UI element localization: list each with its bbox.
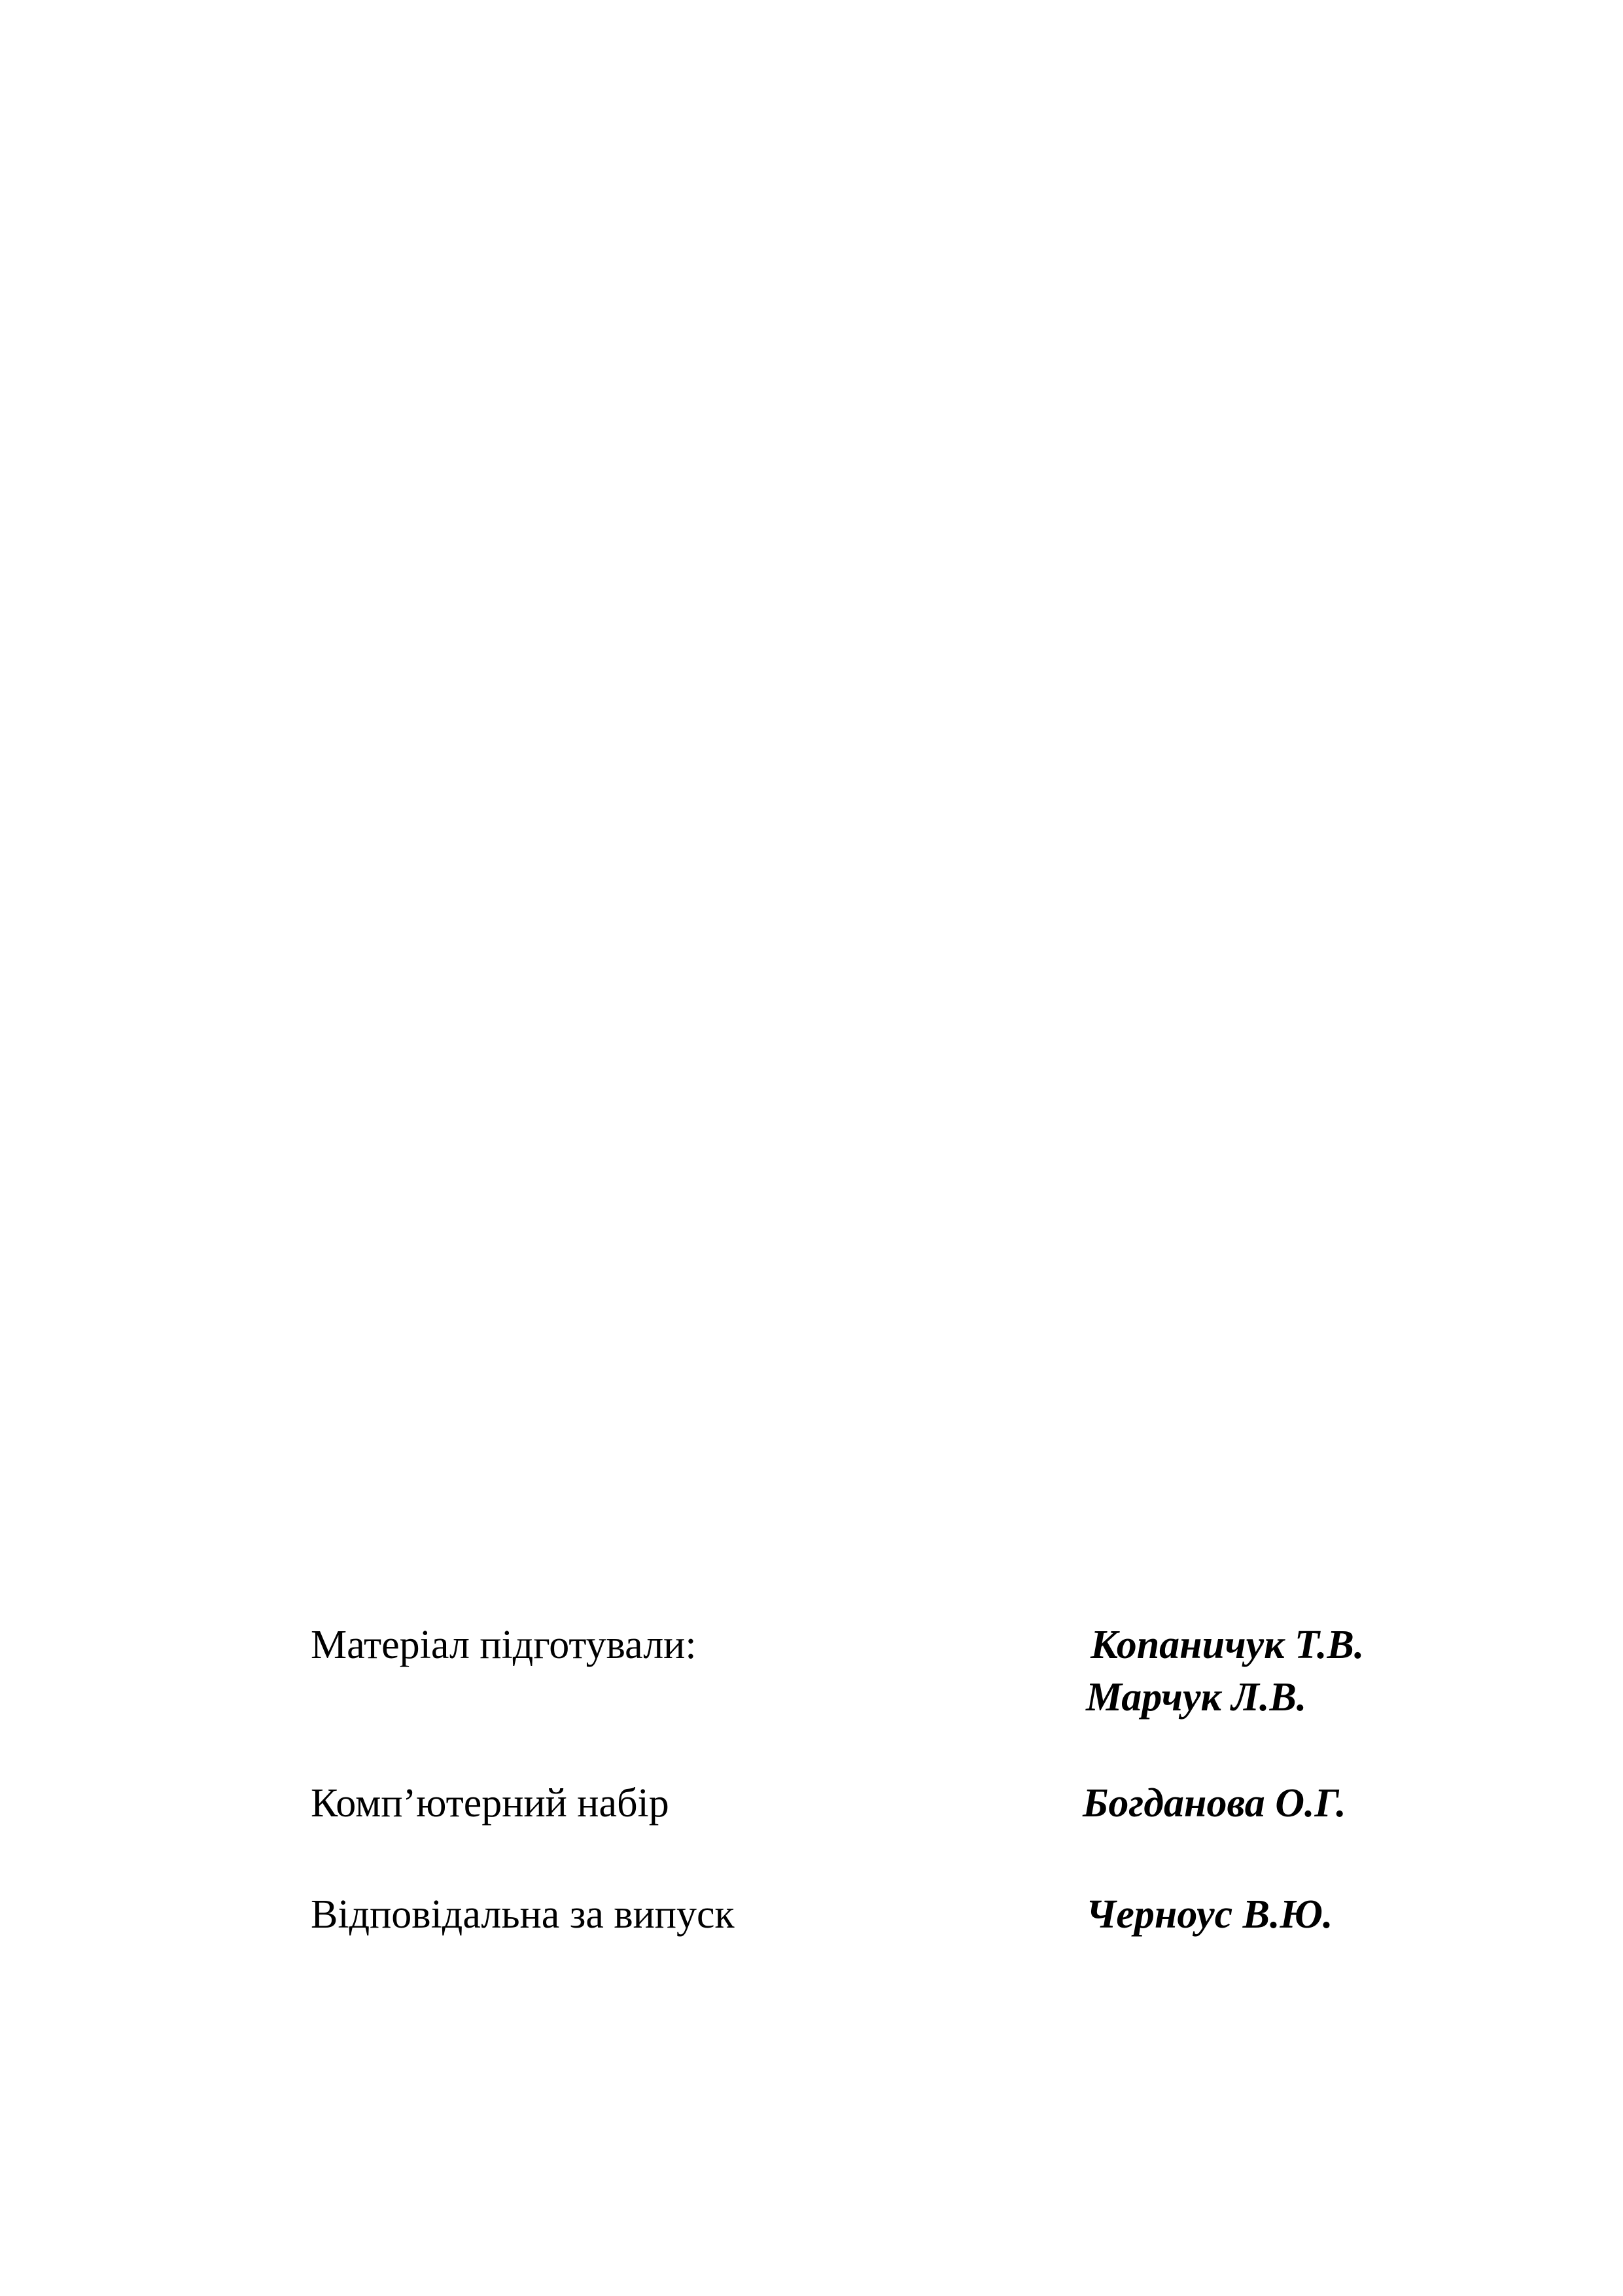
typesetter-name: Богданова О.Г. (1083, 1781, 1346, 1826)
typeset-label: Комп’ютерний набір (311, 1781, 669, 1826)
author-name-2: Марчук Л.В. (1086, 1675, 1307, 1720)
responsible-label: Відповідальна за випуск (311, 1892, 735, 1937)
responsible-name: Черноус В.Ю. (1086, 1892, 1333, 1937)
prepared-by-label: Матеріал підготували: (311, 1623, 697, 1667)
author-name-1: Копаничук Т.В. (1091, 1623, 1365, 1667)
